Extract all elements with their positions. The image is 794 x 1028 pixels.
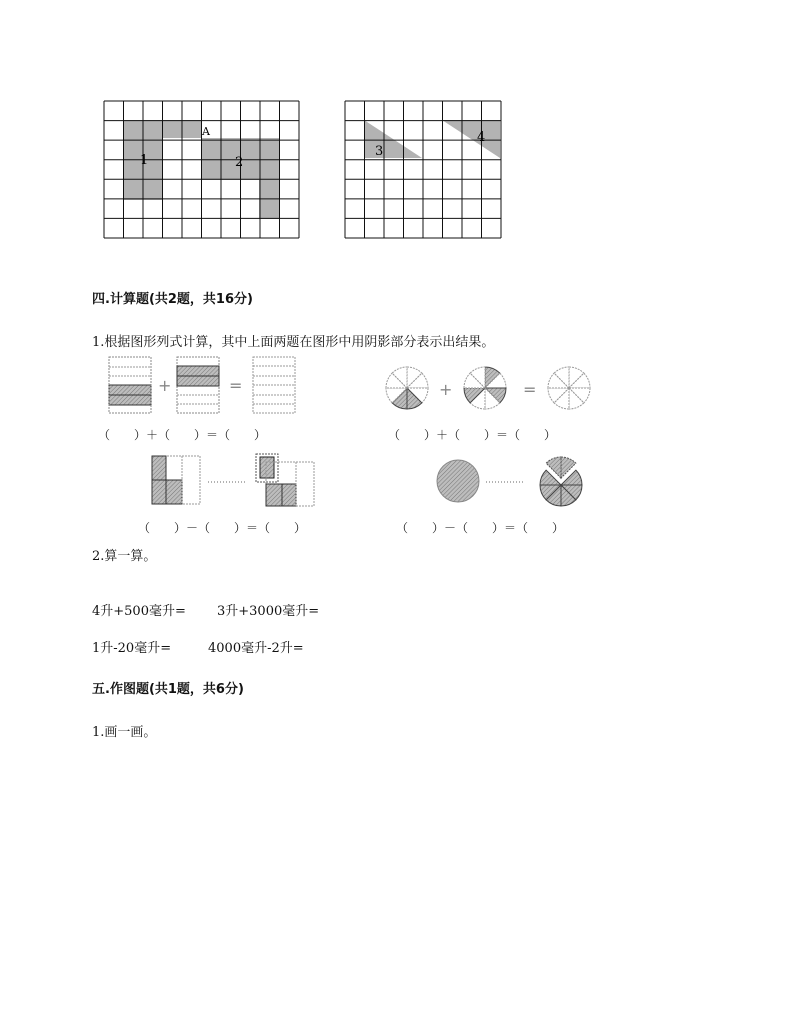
point-a-label: A	[202, 125, 210, 138]
row2-right-blanks: （ ）－（ ）＝（ ）	[396, 521, 565, 535]
plus-sign-1: +	[158, 376, 172, 395]
equation-2a: 1升-20毫升=	[92, 641, 172, 656]
whole-circle	[437, 460, 479, 502]
shaded-triangle-3	[364, 120, 422, 158]
shape-3-label: 3	[375, 144, 384, 159]
split-circle	[540, 457, 582, 506]
equals-sign-1: =	[229, 376, 243, 395]
equation-1a: 4升+500毫升=	[92, 604, 186, 619]
fraction-circle-b	[464, 367, 506, 409]
grid-figure-left	[102, 100, 302, 240]
shape-4-label: 4	[477, 130, 486, 145]
circle-fraction-figures	[383, 362, 603, 418]
row1-left-blanks: （ ）＋（ ）＝（ ）	[98, 428, 267, 442]
fraction-circle-result	[548, 367, 590, 409]
fraction-rect-b	[177, 357, 219, 413]
equals-sign-2: =	[523, 380, 537, 399]
fraction-circle-a	[386, 367, 428, 409]
question-1-text: 1.根据图形列式计算，其中上面两题在图形中用阴影部分表示出结果。	[92, 335, 495, 350]
equation-2b: 4000毫升-2升=	[208, 641, 304, 656]
question-2-text: 2.算一算。	[92, 549, 157, 564]
row2-left-blanks: （ ）－（ ）＝（ ）	[138, 521, 307, 535]
plus-sign-2: +	[439, 380, 453, 399]
shaded-triangle-4	[442, 120, 500, 158]
equation-1b: 3升+3000毫升=	[217, 604, 320, 619]
shape-2-label: 2	[235, 155, 244, 170]
fraction-rect-a	[109, 357, 151, 413]
section-5-question-1: 1.画一画。	[92, 725, 157, 740]
grid-figure-right	[343, 100, 503, 240]
section-4-heading: 四.计算题(共2题，共16分)	[92, 292, 253, 307]
rect-fraction-figures	[105, 355, 305, 417]
section-5-heading: 五.作图题(共1题，共6分)	[92, 682, 244, 697]
shape-1-label: 1	[140, 153, 149, 168]
square-figure-a	[152, 456, 200, 504]
fraction-rect-result	[253, 357, 295, 413]
row1-right-blanks: （ ）＋（ ）＝（ ）	[388, 428, 557, 442]
square-subtraction-figures	[150, 452, 320, 512]
square-figure-b	[256, 454, 314, 506]
circle-subtraction-figures	[432, 455, 592, 511]
